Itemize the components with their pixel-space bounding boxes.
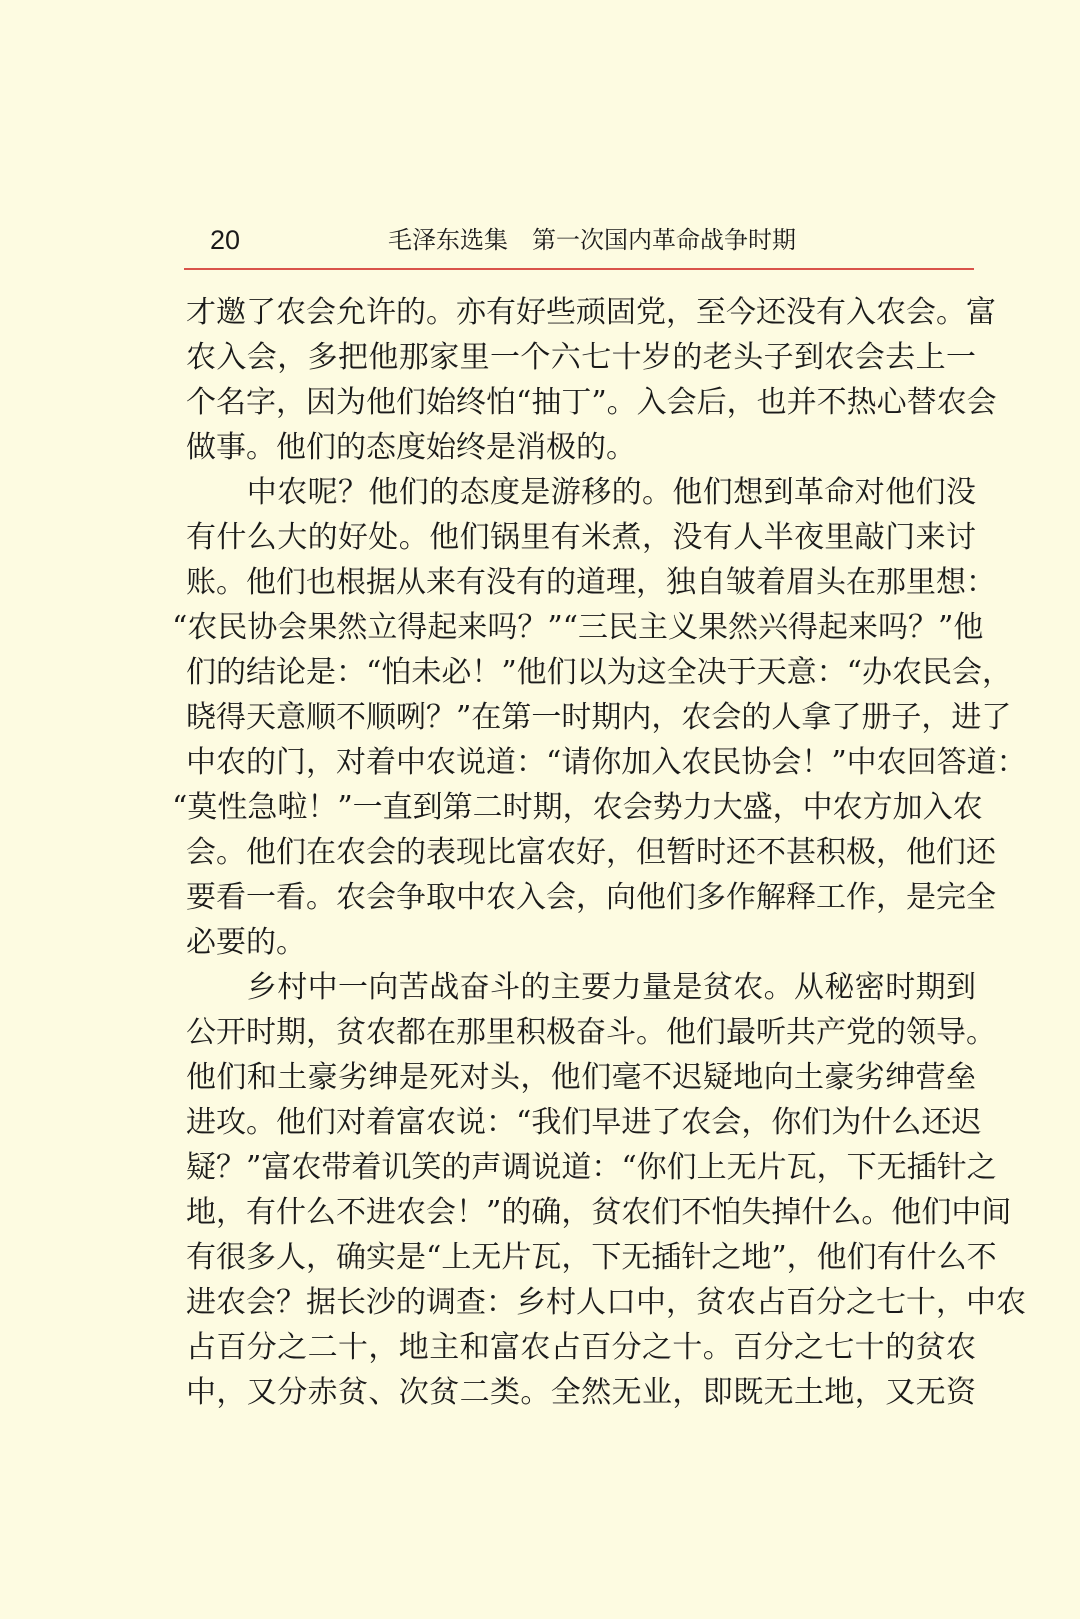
text-line: 进农会？据长沙的调查：乡村人口中，贫农占百分之七十，中农 xyxy=(186,1285,1026,1320)
text-line: 农入会，多把他那家里一个六七十岁的老头子到农会去上一 xyxy=(186,340,976,375)
text-line: 进攻。他们对着富农说：“我们早进了农会，你们为什么还迟 xyxy=(186,1105,982,1140)
text-line: 地，有什么不进农会！”的确，贫农们不怕失掉什么。他们中间 xyxy=(186,1195,1012,1230)
text-line: 做事。他们的态度始终是消极的。 xyxy=(186,430,636,465)
text-line: “莫性急啦！”一直到第二时期，农会势力大盛，中农方加入农 xyxy=(172,790,983,825)
text-line: 有很多人，确实是“上无片瓦，下无插针之地”，他们有什么不 xyxy=(186,1240,997,1275)
header-rule xyxy=(184,268,974,270)
text-line: 中农的门，对着中农说道：“请你加入农民协会！”中农回答道： xyxy=(186,745,1027,780)
text-line: 占百分之二十，地主和富农占百分之十。百分之七十的贫农 xyxy=(186,1330,976,1365)
text-line: 中农呢？他们的态度是游移的。他们想到革命对他们没 xyxy=(186,475,976,510)
text-line: 乡村中一向苦战奋斗的主要力量是贫农。从秘密时期到 xyxy=(186,970,976,1005)
text-line: 个名字，因为他们始终怕“抽丁”。入会后，也并不热心替农会 xyxy=(186,385,997,420)
text-line: 们的结论是：“怕未必！”他们以为这全决于天意：“办农民会， xyxy=(186,655,1013,690)
text-line: 他们和土豪劣绅是死对头，他们毫不迟疑地向土豪劣绅营垒 xyxy=(186,1060,976,1095)
text-line: 公开时期，贫农都在那里积极奋斗。他们最听共产党的领导。 xyxy=(186,1015,996,1050)
text-line: 中，又分赤贫、次贫二类。全然无业，即既无土地，又无资 xyxy=(186,1375,976,1410)
text-line: 账。他们也根据从来有没有的道理，独自皱着眉头在那里想： xyxy=(186,565,996,600)
text-line: 要看一看。农会争取中农入会，向他们多作解释工作，是完全 xyxy=(186,880,996,915)
text-line: 会。他们在农会的表现比富农好，但暂时还不甚积极，他们还 xyxy=(186,835,996,870)
page-number: 20 xyxy=(210,225,241,255)
text-line: 必要的。 xyxy=(186,925,306,960)
text-line: 有什么大的好处。他们锅里有米煮，没有人半夜里敲门来讨 xyxy=(186,520,976,555)
text-line: 晓得天意顺不顺咧？”在第一时期内，农会的人拿了册子，进了 xyxy=(186,700,1012,735)
text-line: 才邀了农会允许的。亦有好些顽固党，至今还没有入农会。富 xyxy=(186,295,996,330)
text-line: “农民协会果然立得起来吗？”“三民主义果然兴得起来吗？”他 xyxy=(172,610,984,645)
text-line: 疑？”富农带着讥笑的声调说道：“你们上无片瓦，下无插针之 xyxy=(186,1150,997,1185)
running-header: 毛泽东选集 第一次国内革命战争时期 xyxy=(388,226,796,254)
